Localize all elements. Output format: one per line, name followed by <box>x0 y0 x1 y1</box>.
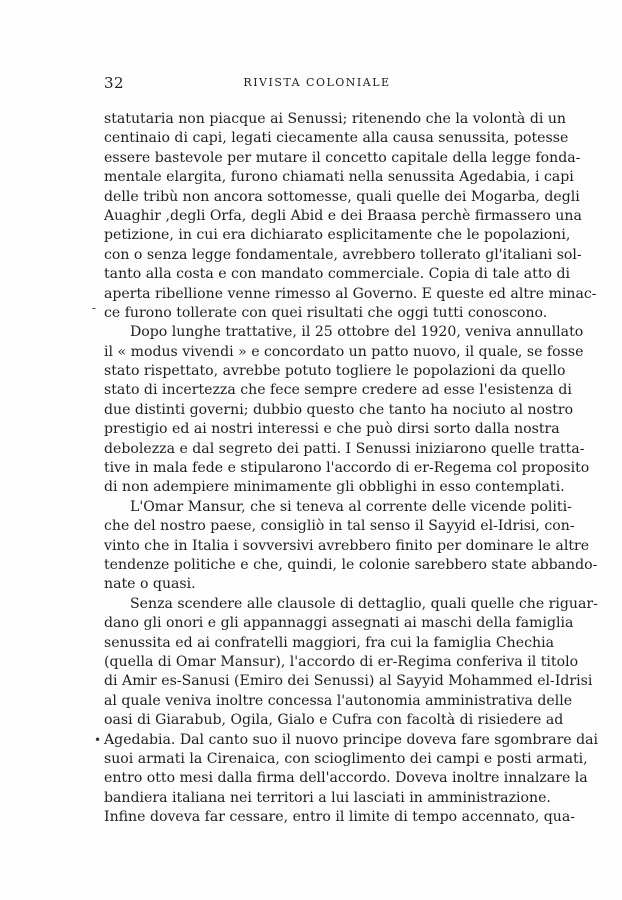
paragraph <box>104 595 599 828</box>
text-line: stato rispettato, avrebbe potuto togliere le popolazioni da quello <box>104 363 566 380</box>
page-header <box>104 72 530 94</box>
text-line: centinaio di capi, legati ciecamente alla causa senussita, potesse <box>104 130 569 147</box>
text-line: che del nostro paese, consigliò in tal senso il Sayyid el-Idrisi, con- <box>104 518 575 535</box>
text-line: oasi di Giarabub, Ogila, Gialo e Cufra con facoltà di risiedere ad <box>104 712 564 729</box>
text-line: Senza scendere alle clausole di dettaglio, quali quelle che riguar- <box>130 595 598 612</box>
text-line: dano gli onori e gli appannaggi assegnati ai maschi della famiglia <box>104 615 574 632</box>
text-line: due distinti governi; dubbio questo che tanto ha nociuto al nostro <box>104 401 574 418</box>
text-line: delle tribù non ancora sottomesse, quali quelle dei Mogarba, degli <box>104 188 580 205</box>
text-line: Agedabia. Dal canto suo il nuovo principe doveva fare sgombrare dai <box>104 731 599 748</box>
margin-mark: - <box>92 301 97 315</box>
text-line: (quella di Omar Mansur), l'accordo di er-Regima conferiva il titolo <box>104 653 579 670</box>
margin-mark: • <box>94 733 102 747</box>
text-line: vinto che in Italia i sovversivi avrebbero finito per dominare le altre <box>104 537 590 554</box>
text-line: stato di incertezza che fece sempre credere ad esse l'esistenza di <box>104 382 572 399</box>
text-line: prestigio ed ai nostri interessi e che può dirsi sorto dalla nostra <box>104 421 560 438</box>
text-line: statutaria non piacque ai Senussi; ritenendo che la volontà di un <box>104 111 566 127</box>
text-line: tanto alla costa e con mandato commerciale. Copia di tale atto di <box>104 266 570 283</box>
text-line: essere bastevole per mutare il concetto capitale della legge fonda- <box>104 149 581 166</box>
text-line: di non adempiere minimamente gli obblighi in esso contemplati. <box>104 479 565 496</box>
paragraph <box>104 323 590 498</box>
paragraph <box>104 110 597 323</box>
text-line: il « modus vivendi » e concordato un patto nuovo, il quale, se fosse <box>104 343 584 360</box>
page-number: 32 <box>104 74 125 92</box>
body-text <box>104 110 599 827</box>
text-line: con o senza legge fondamentale, avrebbero tollerato gl'italiani sol- <box>104 246 582 263</box>
text-line: al quale veniva inoltre concessa l'autonomia amministrativa delle <box>104 692 573 709</box>
text-line: Infine doveva far cessare, entro il limite di tempo accennato, qua- <box>104 809 576 826</box>
text-line: bandiera italiana nei territori a lui lasciati in amministrazione. <box>104 789 551 806</box>
text-line: entro otto mesi dalla firma dell'accordo. Doveva inoltre innalzare la <box>104 770 588 787</box>
paragraph <box>104 498 598 595</box>
text-line: debolezza e dal segreto dei patti. I Senussi iniziarono quelle tratta- <box>104 440 585 457</box>
text-line: tendenze politiche e che, quindi, le colonie sarebbero state abbando- <box>104 556 598 573</box>
text-line: di Amir es-Sanusi (Emiro dei Senussi) al Sayyid Mohammed el-Idrisi <box>104 673 593 690</box>
text-line: mentale elargita, furono chiamati nella senussita Agedabia, i capi <box>104 169 574 186</box>
text-line: tive in mala fede e stipularono l'accordo di er-Regema col proposito <box>104 460 590 477</box>
text-line: ce furono tollerate con quei risultati che oggi tutti conoscono. <box>104 304 548 321</box>
running-title: RIVISTA COLONIALE <box>243 76 391 89</box>
text-line: aperta ribellione venne rimesso al Governo. E queste ed altre minac- <box>104 285 597 302</box>
text-line: Dopo lunghe trattative, il 25 ottobre del 1920, veniva annullato <box>130 324 584 341</box>
text-line: nate o quasi. <box>104 576 196 593</box>
text-line: petizione, in cui era dichiarato esplicitamente che le popolazioni, <box>104 227 571 244</box>
text-line: Auaghir ,degli Orfa, degli Abid e dei Braasa perchè firmassero una <box>104 207 582 224</box>
text-line: suoi armati la Cirenaica, con scioglimento dei campi e posti armati, <box>104 750 588 767</box>
text-line: senussita ed ai confratelli maggiori, fra cui la famiglia Chechia <box>104 634 554 651</box>
text-line: L'Omar Mansur, che si teneva al corrente delle vicende politi- <box>130 498 572 515</box>
